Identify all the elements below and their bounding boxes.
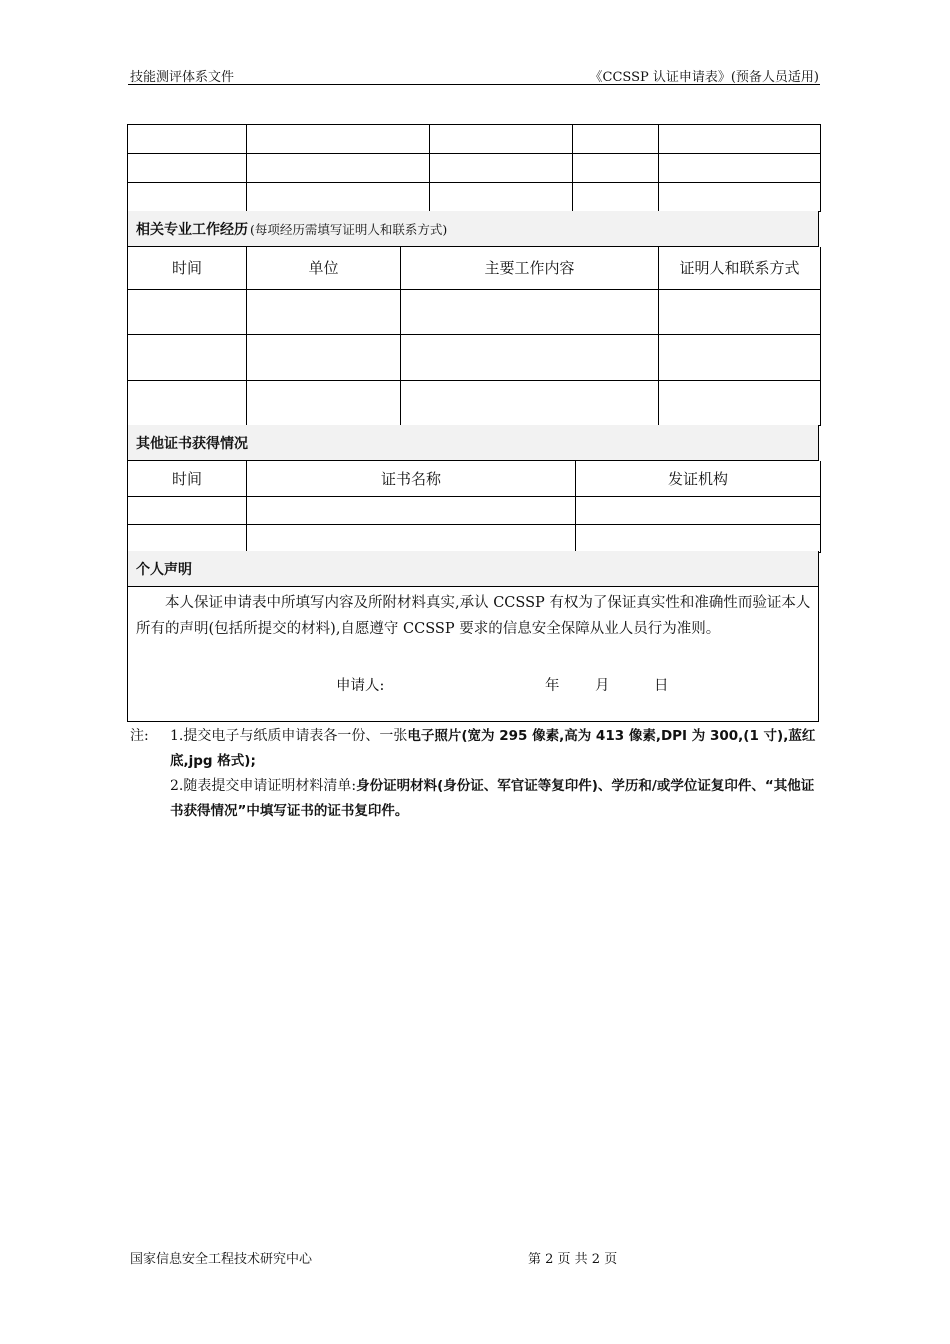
blank-cell[interactable] <box>659 380 821 425</box>
blank-cell[interactable] <box>128 380 247 425</box>
col-header-time: 时间 <box>128 461 247 496</box>
blank-cell[interactable] <box>247 125 430 154</box>
blank-cell[interactable] <box>659 183 821 212</box>
date-year-label: 年 <box>545 678 560 694</box>
blank-cell[interactable] <box>247 496 576 524</box>
blank-cell[interactable] <box>247 154 430 183</box>
blank-cell[interactable] <box>659 289 821 334</box>
blank-cell[interactable] <box>430 125 573 154</box>
col-header-certificate-name: 证书名称 <box>247 461 576 496</box>
certificates-title: 其他证书获得情况 <box>136 435 248 452</box>
blank-cell[interactable] <box>128 496 247 524</box>
work-experience-table <box>127 247 820 426</box>
blank-cell[interactable] <box>430 183 573 212</box>
note-1 <box>170 724 820 774</box>
blank-cell[interactable] <box>659 125 821 154</box>
header-divider <box>128 84 820 85</box>
declaration-text: 本人保证申请表中所填写内容及所附材料真实,承认 CCSSP 有权为了保证真实性和准确性而验证本人所有的声明(包括所提交的材料),自愿遵守 CCSSP 要求的信息安全保障从业人员行为准则。 <box>136 595 811 637</box>
declaration-title: 个人声明 <box>136 561 192 578</box>
blank-cell[interactable] <box>401 289 659 334</box>
col-header-issuing-body: 发证机构 <box>576 461 821 496</box>
blank-cell[interactable] <box>659 154 821 183</box>
applicant-label: 申请人: <box>336 678 385 694</box>
work-experience-title: 相关专业工作经历 <box>136 221 248 238</box>
blank-cell[interactable] <box>573 125 659 154</box>
notes-label: 注: <box>130 728 149 744</box>
note-2-materials: 身份证明材料(身份证、军官证等复印件)、学历和/或学位证复印件、“其他证书获得情况”中填写证书的证书复印件。 <box>170 778 815 819</box>
footer-page-number: 第 2 页 共 2 页 <box>528 1252 618 1267</box>
footer-organization: 国家信息安全工程技术研究中心 <box>130 1252 313 1267</box>
col-header-main-duties: 主要工作内容 <box>401 247 659 289</box>
blank-cell[interactable] <box>576 496 821 524</box>
date-month-label: 月 <box>595 678 610 694</box>
blank-cell[interactable] <box>573 154 659 183</box>
blank-cell[interactable] <box>247 524 576 552</box>
blank-cell[interactable] <box>128 183 247 212</box>
blank-cell[interactable] <box>128 154 247 183</box>
blank-cell[interactable] <box>247 289 401 334</box>
blank-cell[interactable] <box>659 334 821 380</box>
note-2 <box>170 774 820 824</box>
blank-cell[interactable] <box>573 183 659 212</box>
blank-cell[interactable] <box>128 125 247 154</box>
blank-cell[interactable] <box>247 380 401 425</box>
top-continuation-table <box>127 124 820 212</box>
blank-cell[interactable] <box>128 524 247 552</box>
blank-cell[interactable] <box>247 334 401 380</box>
blank-cell[interactable] <box>128 289 247 334</box>
blank-cell[interactable] <box>576 524 821 552</box>
certificates-table <box>127 461 820 553</box>
note-1-text: 1.提交电子与纸质申请表各一份、一张 <box>170 728 408 744</box>
header-form-title: 《CCSSP 认证申请表》(预备人员适用) <box>589 70 819 85</box>
blank-cell[interactable] <box>401 334 659 380</box>
col-header-employer: 单位 <box>247 247 401 289</box>
col-header-reference-contact: 证明人和联系方式 <box>659 247 821 289</box>
blank-cell[interactable] <box>128 334 247 380</box>
blank-cell[interactable] <box>401 380 659 425</box>
work-experience-section-header <box>127 211 819 247</box>
col-header-time: 时间 <box>128 247 247 289</box>
work-experience-subtitle: (每项经历需填写证明人和联系方式) <box>250 221 448 237</box>
certificates-section-header <box>127 425 819 461</box>
signature-row <box>128 673 818 695</box>
note-2-text: 2.随表提交申请证明材料清单: <box>170 778 357 794</box>
header-doc-category: 技能测评体系文件 <box>130 70 235 85</box>
declaration-box <box>127 587 819 722</box>
note-1-photo-spec: 电子照片(宽为 295 像素,高为 413 像素,DPI 为 300,(1 寸),蓝红底,jpg 格式); <box>170 728 816 769</box>
date-day-label: 日 <box>654 678 669 694</box>
declaration-section-header <box>127 551 819 587</box>
blank-cell[interactable] <box>430 154 573 183</box>
blank-cell[interactable] <box>247 183 430 212</box>
